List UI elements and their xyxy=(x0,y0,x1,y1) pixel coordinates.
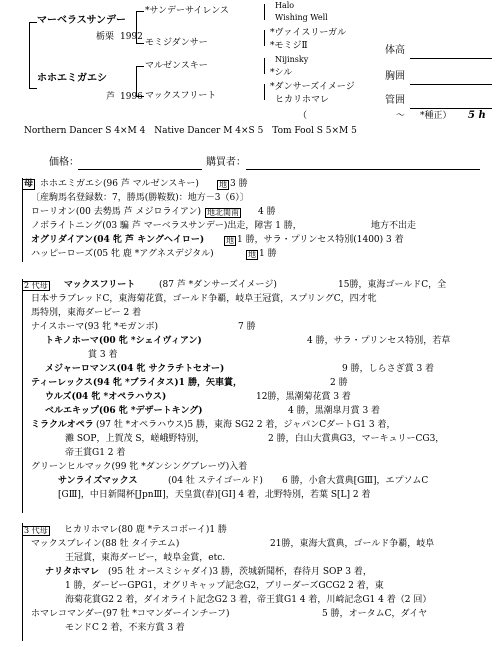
record-box: 地 xyxy=(226,236,234,245)
gen3-3: *ヴァイスリーガル xyxy=(270,28,347,38)
bracket-line xyxy=(264,30,265,46)
buyer-label: 購買者： xyxy=(206,157,246,168)
footer-tilde: 〜 xyxy=(396,111,406,121)
sd-line: 12勝，黒潮菊花賞 3 着 xyxy=(256,392,351,402)
sd-line: 灘 SOP，上賀茂 S，嵯峨野特別， xyxy=(65,434,205,444)
sd-line: トキノホーマ(00 牝 *シェイヴィアン) xyxy=(45,336,202,346)
sd-line: 4 勝，黒潮皐月賞 3 着 xyxy=(288,406,381,416)
sd-line: 7 勝 xyxy=(238,322,256,332)
section-rule xyxy=(22,523,23,641)
second-dam-head: マックスフリート xyxy=(64,280,136,290)
inbreeding-line: Northern Dancer S 4×M 4 Native Dancer M 4×S 5 Tom Fool S 5×M 5 xyxy=(24,126,357,136)
td-line: ナリタホマレ xyxy=(45,567,100,577)
sd-line: ウルズ(04 牝 *オペラハウス) xyxy=(45,392,167,402)
girth-blank[interactable] xyxy=(410,84,492,85)
record-box: 地 xyxy=(219,180,227,189)
section-rule xyxy=(22,279,23,513)
dam-line: オグリダイアン(04 牝 芦 キングヘイロー) xyxy=(31,235,205,245)
sd-line: [GⅢ]，中日新聞杯[JpnⅢ]，天皇賞(春)[GⅠ] 4 着，北野特別，若葉 S[L] 2 着 xyxy=(58,490,371,500)
bracket-line xyxy=(29,22,37,23)
dam-head: ホホエミガエシ(96 芦 マルゼンスキー) xyxy=(40,179,199,189)
girth-label: 胸囲 xyxy=(385,71,405,82)
gen2-sire-sire: *サンデーサイレンス xyxy=(145,6,229,16)
td-line: (95 牡 オースミシャダイ)3 勝，茨城新聞杯，春待月 SOP 3 着， xyxy=(108,567,372,577)
height-blank[interactable] xyxy=(410,58,492,59)
cannon-blank[interactable] xyxy=(410,108,492,109)
td-line: 海菊花賞G2 2 着，ダイオライト記念G2 3 着，帝王賞G1 4 着，川崎記念G1 4 着（2 回） xyxy=(65,595,432,605)
section-rule xyxy=(22,178,23,262)
bracket-line xyxy=(29,22,30,88)
dam-line-suffix: 4 勝 xyxy=(258,207,276,217)
dam-tag: 母 xyxy=(24,179,34,189)
gen2-dam-dam: マックスフリート xyxy=(145,91,217,101)
sd-line: 賞 3 着 xyxy=(88,350,118,360)
sd-line: ナイスホーマ(93 牝 *モガンボ) xyxy=(31,322,158,332)
dam-line: ノボライトニング(03 騙 芦 マーベラスサンデー)出走，障害 1 勝， xyxy=(31,221,302,231)
sd-line: 2 勝 xyxy=(330,378,348,388)
record-box: 地 xyxy=(248,250,256,259)
footer-seal: *種正） xyxy=(420,111,452,121)
sd-line: 馬特別，東海ダービー 2 着 xyxy=(31,308,142,318)
dam-year: 1996 xyxy=(120,92,143,102)
footer-paren: （ xyxy=(298,111,308,121)
dam-line-suffix: 1 勝 xyxy=(259,249,277,259)
td-line: 5 勝，オータムC，ダイヤ xyxy=(322,609,428,619)
sd-line: 6 勝，小倉大賞典[GⅢ]，エプソムC xyxy=(282,476,429,486)
td-line: 21勝，東海大賞典，ゴールド争覇，岐阜 xyxy=(270,539,435,549)
gen3-4: *モミジⅡ xyxy=(270,41,308,51)
dam-head-record: 3 勝 xyxy=(230,179,248,189)
sd-line: ティーレックス(94 牝 *ブライタス)1 勝，矢車賞， xyxy=(31,378,243,388)
dam-line-suffix: 1 勝，サラ・プリンセス特別(1400) 3 着 xyxy=(237,235,404,245)
third-dam-tag: 3 代母 xyxy=(24,526,48,535)
dam-line: ローリオン(00 去勢馬 芦 メジロライアン) xyxy=(31,207,202,217)
footer-h: 5 h xyxy=(468,110,486,121)
dam-name: ホホエミガエシ xyxy=(37,73,107,84)
sd-line: (97 牡 *オペラハウス)5 勝，東海 SG2 2 着，ジャパンCダートG1 3 着， xyxy=(96,420,396,430)
sd-line: 帝王賞G1 2 着 xyxy=(65,448,126,458)
sd-line: 4 勝，サラ・プリンセス特別，若草 xyxy=(307,336,451,346)
dam-line: ハッピーローズ(05 牝 鹿 *アグネスデジタル) xyxy=(31,249,214,259)
td-line: ホマレコマンダー(97 牡 *コマンダーインチーフ) xyxy=(31,609,230,619)
gen3-6: *シル xyxy=(270,68,293,78)
gen3-7: *ダンサーズイメージ xyxy=(270,82,355,92)
second-dam-tag: 2 代母 xyxy=(24,281,48,290)
bracket-line xyxy=(136,43,144,44)
td-line: 王冠賞，東海ダービー，岐阜金賞，etc. xyxy=(65,553,226,563)
record-box: 地北関南 xyxy=(207,208,239,217)
buyer-blank[interactable] xyxy=(246,169,480,170)
price-label: 価格： xyxy=(49,157,79,168)
sire-breed: 栃栗 xyxy=(96,32,115,42)
sd-line: 2 勝，白山大賞典G3，マーキュリーCG3， xyxy=(268,434,445,444)
sd-line: メジャーロマンス(04 牝 サクラチトセオー) xyxy=(45,364,225,374)
bracket-line xyxy=(136,11,144,12)
sd-line: (87 芦 *ダンサーズイメージ) xyxy=(159,280,277,290)
sd-line: 15勝，東海ゴールドC，全 xyxy=(338,280,447,290)
sd-line: ベルエキップ(06 牝 *デザートキング) xyxy=(45,406,203,416)
td-line: 1 勝，ダービーGPG1，オグリキャップ記念G2，ブリーダーズGCG2 2 着，東 xyxy=(65,581,384,591)
bracket-line xyxy=(29,88,37,89)
td-line: モンドC 2 着，不来方賞 3 着 xyxy=(65,623,185,633)
sd-line: 9 勝，しらさぎ賞 3 着 xyxy=(342,364,435,374)
price-blank[interactable] xyxy=(78,169,202,170)
cannon-label: 管囲 xyxy=(385,95,405,106)
gen2-dam-sire: マルゼンスキー xyxy=(145,61,208,71)
third-dam-head: ヒカリホマレ(80 鹿 *テスコボーイ)1 勝 xyxy=(64,525,227,535)
gen3-1: Halo xyxy=(275,1,295,10)
gen3-2: Wishing Well xyxy=(275,13,328,22)
bracket-line xyxy=(136,66,144,67)
bracket-line xyxy=(264,84,265,100)
bracket-line xyxy=(264,58,265,74)
gen2-sire-dam: モミジダンサー xyxy=(145,38,208,48)
sd-line: (04 牡 ステイゴールド) xyxy=(168,476,263,486)
sd-line: ミラクルオペラ xyxy=(31,420,94,430)
dam-line: 〔産駒馬名登録数：7，勝馬(勝鞍数)：地方－3（6）〕 xyxy=(31,193,249,203)
sire-name: マーベラスサンデー xyxy=(37,15,126,26)
gen3-5: Nijinsky xyxy=(275,55,309,64)
dam-breed: 芦 xyxy=(106,92,116,102)
height-label: 体高 xyxy=(385,45,405,56)
sd-line: 日本サラブレッドC，東海菊花賞，ゴールド争覇，岐阜王冠賞，スプリングC，四才牝 xyxy=(31,294,377,304)
sire-year: 1992 xyxy=(120,32,143,42)
bracket-line xyxy=(264,4,265,20)
sd-line: サンライズマックス xyxy=(58,476,138,486)
gen3-8: ヒカリホマレ xyxy=(275,95,330,105)
td-line: マックスブレイン(88 牡 タイテエム) xyxy=(31,539,180,549)
sd-line: グリーンヒルマック(99 牝 *ダンシングブレーヴ)入着 xyxy=(31,462,248,472)
dam-line-suffix: 地方不出走 xyxy=(371,221,417,231)
